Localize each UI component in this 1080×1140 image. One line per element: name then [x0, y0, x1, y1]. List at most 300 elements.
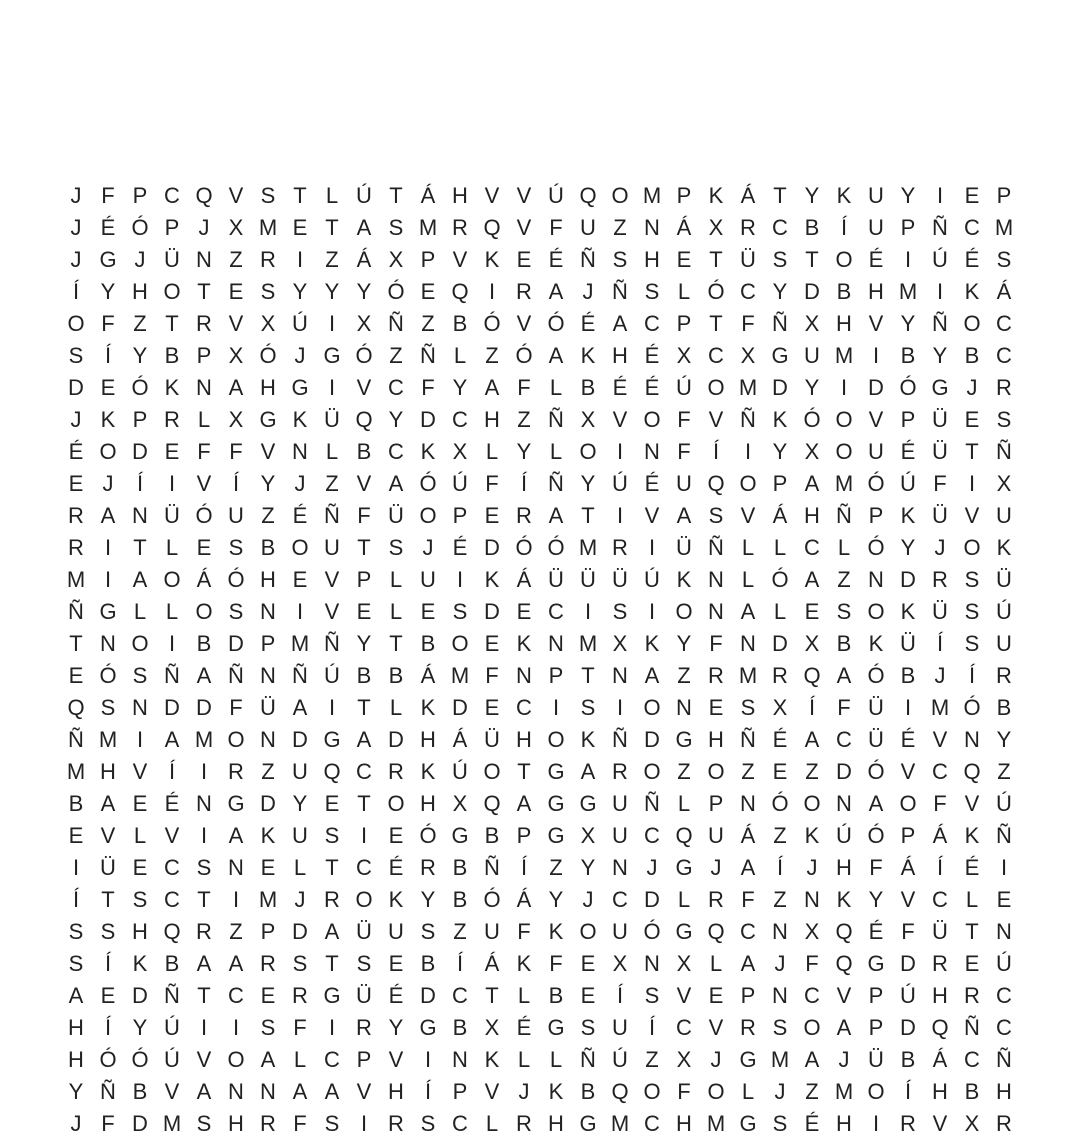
letter-cell[interactable]: D [868, 375, 884, 400]
letter-cell[interactable]: E [68, 471, 84, 496]
letter-cell[interactable]: R [260, 951, 276, 976]
letter-cell[interactable]: Y [516, 439, 532, 464]
letter-cell[interactable]: I [456, 567, 464, 592]
letter-cell[interactable]: Ú [164, 1047, 180, 1072]
letter-cell[interactable]: D [420, 983, 436, 1008]
letter-cell[interactable]: G [579, 1111, 597, 1136]
letter-cell[interactable]: K [516, 951, 532, 976]
letter-cell[interactable]: Q [323, 759, 341, 784]
letter-cell[interactable]: K [388, 887, 404, 912]
letter-cell[interactable]: I [296, 599, 304, 624]
letter-cell[interactable]: E [68, 663, 84, 688]
letter-cell[interactable]: Ú [612, 1047, 628, 1072]
letter-cell[interactable]: Ú [452, 471, 468, 496]
letter-cell[interactable]: O [611, 183, 629, 208]
letter-cell[interactable]: V [708, 407, 724, 432]
letter-cell[interactable]: N [516, 663, 532, 688]
letter-cell[interactable]: Ü [164, 247, 180, 272]
letter-cell[interactable]: R [516, 503, 532, 528]
letter-cell[interactable]: J [806, 855, 818, 880]
letter-cell[interactable]: K [420, 759, 436, 784]
letter-cell[interactable]: Ó [899, 375, 917, 400]
letter-cell[interactable]: F [741, 887, 755, 912]
letter-cell[interactable]: Ü [100, 855, 116, 880]
letter-cell[interactable]: A [356, 215, 372, 240]
letter-cell[interactable]: S [324, 823, 340, 848]
letter-cell[interactable]: T [69, 631, 83, 656]
letter-cell[interactable]: Ü [740, 247, 756, 272]
letter-cell[interactable]: Z [133, 311, 147, 336]
letter-cell[interactable]: E [260, 855, 276, 880]
letter-cell[interactable]: H [100, 759, 116, 784]
letter-cell[interactable]: N [644, 215, 660, 240]
letter-cell[interactable]: X [804, 311, 820, 336]
letter-cell[interactable]: F [805, 951, 819, 976]
letter-cell[interactable]: S [196, 855, 212, 880]
letter-cell[interactable]: Y [932, 343, 948, 368]
letter-cell[interactable]: M [162, 1111, 182, 1136]
letter-cell[interactable]: Y [388, 1015, 404, 1040]
letter-cell[interactable]: Y [772, 439, 788, 464]
letter-cell[interactable]: N [676, 695, 692, 720]
letter-cell[interactable]: B [580, 375, 596, 400]
letter-cell[interactable]: M [930, 695, 950, 720]
letter-cell[interactable]: N [196, 247, 212, 272]
letter-cell[interactable]: R [772, 663, 788, 688]
letter-cell[interactable]: A [804, 727, 820, 752]
letter-cell[interactable]: Á [900, 855, 916, 880]
letter-cell[interactable]: S [100, 695, 116, 720]
letter-cell[interactable]: S [964, 631, 980, 656]
letter-cell[interactable]: É [804, 1111, 820, 1136]
letter-cell[interactable]: Ü [932, 919, 948, 944]
letter-cell[interactable]: F [869, 855, 883, 880]
letter-cell[interactable]: B [964, 1079, 980, 1104]
letter-cell[interactable]: I [552, 695, 560, 720]
letter-cell[interactable]: K [836, 183, 852, 208]
letter-cell[interactable]: X [228, 215, 244, 240]
letter-cell[interactable]: O [163, 567, 181, 592]
letter-cell[interactable]: É [900, 439, 916, 464]
letter-cell[interactable]: H [68, 1047, 84, 1072]
letter-cell[interactable]: O [387, 791, 405, 816]
letter-cell[interactable]: H [836, 311, 852, 336]
letter-cell[interactable]: Ó [867, 663, 885, 688]
letter-cell[interactable]: A [100, 503, 116, 528]
letter-cell[interactable]: E [708, 695, 724, 720]
letter-cell[interactable]: F [485, 663, 499, 688]
letter-cell[interactable]: T [101, 887, 115, 912]
letter-cell[interactable]: O [579, 919, 597, 944]
letter-cell[interactable]: X [676, 343, 692, 368]
letter-cell[interactable]: Ó [547, 311, 565, 336]
letter-cell[interactable]: F [933, 471, 947, 496]
letter-cell[interactable]: I [648, 599, 656, 624]
letter-cell[interactable]: O [867, 599, 885, 624]
letter-cell[interactable]: H [68, 1015, 84, 1040]
letter-cell[interactable]: Ñ [932, 311, 948, 336]
letter-cell[interactable]: S [132, 663, 148, 688]
letter-cell[interactable]: Ó [867, 535, 885, 560]
letter-cell[interactable]: Ü [260, 695, 276, 720]
letter-cell[interactable]: U [676, 471, 692, 496]
letter-cell[interactable]: O [195, 599, 213, 624]
letter-cell[interactable]: T [485, 983, 499, 1008]
letter-cell[interactable]: R [420, 855, 436, 880]
letter-cell[interactable]: P [548, 663, 564, 688]
letter-cell[interactable]: E [100, 983, 116, 1008]
letter-cell[interactable]: Z [261, 503, 275, 528]
letter-cell[interactable]: V [484, 183, 500, 208]
letter-cell[interactable]: I [872, 1111, 880, 1136]
letter-cell[interactable]: S [964, 567, 980, 592]
letter-cell[interactable]: Ü [900, 631, 916, 656]
letter-cell[interactable]: Ñ [324, 631, 340, 656]
letter-cell[interactable]: K [644, 631, 660, 656]
letter-cell[interactable]: Ü [868, 727, 884, 752]
letter-cell[interactable]: K [260, 823, 276, 848]
letter-cell[interactable]: R [996, 663, 1012, 688]
letter-cell[interactable]: Í [808, 695, 816, 720]
letter-cell[interactable]: Z [773, 887, 787, 912]
letter-cell[interactable]: Ñ [420, 343, 436, 368]
letter-cell[interactable]: L [677, 887, 691, 912]
letter-cell[interactable]: Í [840, 215, 848, 240]
letter-cell[interactable]: V [932, 1111, 948, 1136]
letter-cell[interactable]: É [644, 343, 660, 368]
letter-cell[interactable]: I [744, 439, 752, 464]
letter-cell[interactable]: D [132, 1111, 148, 1136]
letter-cell[interactable]: S [260, 183, 276, 208]
letter-cell[interactable]: Á [740, 823, 756, 848]
letter-cell[interactable]: Ú [452, 759, 468, 784]
letter-cell[interactable]: J [774, 951, 786, 976]
letter-cell[interactable]: Í [104, 951, 112, 976]
letter-cell[interactable]: B [548, 983, 564, 1008]
letter-cell[interactable]: I [904, 695, 912, 720]
letter-cell[interactable]: Z [613, 215, 627, 240]
letter-cell[interactable]: A [484, 375, 500, 400]
letter-cell[interactable]: B [132, 1079, 148, 1104]
letter-cell[interactable]: P [420, 247, 436, 272]
letter-cell[interactable]: O [739, 471, 757, 496]
letter-cell[interactable]: Ñ [164, 663, 180, 688]
letter-cell[interactable]: B [164, 951, 180, 976]
letter-cell[interactable]: Á [452, 727, 468, 752]
letter-cell[interactable]: R [740, 1015, 756, 1040]
letter-cell[interactable]: Ú [996, 791, 1012, 816]
letter-cell[interactable]: Ñ [612, 727, 628, 752]
letter-cell[interactable]: F [229, 695, 243, 720]
letter-cell[interactable]: A [100, 791, 116, 816]
letter-cell[interactable]: G [675, 855, 693, 880]
letter-cell[interactable]: É [452, 535, 468, 560]
letter-cell[interactable]: O [707, 375, 725, 400]
letter-cell[interactable]: Í [456, 951, 464, 976]
letter-cell[interactable]: I [328, 311, 336, 336]
letter-cell[interactable]: S [580, 1015, 596, 1040]
letter-cell[interactable]: M [578, 535, 598, 560]
letter-cell[interactable]: Y [388, 407, 404, 432]
letter-cell[interactable]: C [228, 983, 244, 1008]
letter-cell[interactable]: A [356, 727, 372, 752]
letter-cell[interactable]: G [259, 407, 277, 432]
letter-cell[interactable]: Ó [387, 279, 405, 304]
letter-cell[interactable]: Z [805, 759, 819, 784]
letter-cell[interactable]: N [644, 951, 660, 976]
letter-cell[interactable]: G [451, 823, 469, 848]
letter-cell[interactable]: C [932, 887, 948, 912]
letter-cell[interactable]: Ñ [932, 215, 948, 240]
letter-cell[interactable]: O [131, 631, 149, 656]
letter-cell[interactable]: Ñ [388, 311, 404, 336]
letter-cell[interactable]: O [803, 791, 821, 816]
letter-cell[interactable]: Á [516, 887, 532, 912]
letter-cell[interactable]: T [325, 951, 339, 976]
letter-cell[interactable]: L [389, 567, 403, 592]
letter-cell[interactable]: P [196, 343, 212, 368]
letter-cell[interactable]: N [772, 983, 788, 1008]
letter-cell[interactable]: J [710, 1047, 722, 1072]
letter-cell[interactable]: C [772, 215, 788, 240]
letter-cell[interactable]: D [900, 951, 916, 976]
letter-cell[interactable]: S [420, 919, 436, 944]
letter-cell[interactable]: C [644, 311, 660, 336]
letter-cell[interactable]: K [132, 951, 148, 976]
letter-cell[interactable]: Q [963, 759, 981, 784]
letter-cell[interactable]: V [228, 183, 244, 208]
letter-cell[interactable]: L [389, 695, 403, 720]
letter-cell[interactable]: U [612, 919, 628, 944]
letter-cell[interactable]: A [324, 1079, 340, 1104]
letter-cell[interactable]: Ñ [708, 535, 724, 560]
letter-cell[interactable]: Á [516, 567, 532, 592]
letter-cell[interactable]: A [196, 951, 212, 976]
letter-cell[interactable]: Á [356, 247, 372, 272]
letter-cell[interactable]: S [964, 599, 980, 624]
letter-cell[interactable]: Í [648, 1015, 656, 1040]
letter-cell[interactable]: T [709, 311, 723, 336]
letter-cell[interactable]: B [452, 855, 468, 880]
letter-cell[interactable]: I [200, 759, 208, 784]
letter-cell[interactable]: M [738, 663, 758, 688]
letter-cell[interactable]: H [452, 183, 468, 208]
letter-cell[interactable]: H [868, 279, 884, 304]
letter-cell[interactable]: Z [389, 343, 403, 368]
letter-cell[interactable]: X [228, 343, 244, 368]
letter-cell[interactable]: L [293, 1047, 307, 1072]
letter-cell[interactable]: H [260, 375, 276, 400]
letter-cell[interactable]: L [549, 375, 563, 400]
letter-cell[interactable]: G [99, 599, 117, 624]
letter-cell[interactable]: X [804, 919, 820, 944]
letter-cell[interactable]: N [740, 791, 756, 816]
letter-cell[interactable]: I [968, 471, 976, 496]
letter-cell[interactable]: X [612, 951, 628, 976]
letter-cell[interactable]: K [580, 343, 596, 368]
letter-cell[interactable]: E [996, 887, 1012, 912]
letter-cell[interactable]: A [676, 503, 692, 528]
letter-cell[interactable]: Z [645, 1047, 659, 1072]
letter-cell[interactable]: O [803, 1015, 821, 1040]
letter-cell[interactable]: J [70, 183, 82, 208]
letter-cell[interactable]: E [484, 631, 500, 656]
letter-cell[interactable]: S [836, 599, 852, 624]
letter-cell[interactable]: Ó [547, 535, 565, 560]
letter-cell[interactable]: A [804, 471, 820, 496]
letter-cell[interactable]: Ó [99, 1047, 117, 1072]
letter-cell[interactable]: T [357, 695, 371, 720]
letter-cell[interactable]: Y [292, 791, 308, 816]
letter-cell[interactable]: K [996, 535, 1012, 560]
letter-cell[interactable]: D [68, 375, 84, 400]
letter-cell[interactable]: C [164, 887, 180, 912]
letter-cell[interactable]: N [260, 599, 276, 624]
letter-cell[interactable]: S [996, 407, 1012, 432]
letter-cell[interactable]: I [232, 887, 240, 912]
letter-cell[interactable]: O [707, 759, 725, 784]
letter-cell[interactable]: O [963, 535, 981, 560]
letter-cell[interactable]: X [452, 439, 468, 464]
letter-cell[interactable]: F [293, 1111, 307, 1136]
letter-cell[interactable]: U [292, 759, 308, 784]
letter-cell[interactable]: V [356, 471, 372, 496]
letter-cell[interactable]: Y [132, 343, 148, 368]
letter-cell[interactable]: Á [196, 567, 212, 592]
letter-cell[interactable]: P [132, 407, 148, 432]
letter-cell[interactable]: A [260, 1047, 276, 1072]
letter-cell[interactable]: M [66, 567, 86, 592]
letter-cell[interactable]: K [708, 183, 724, 208]
letter-cell[interactable]: Ó [803, 407, 821, 432]
letter-cell[interactable]: A [228, 823, 244, 848]
letter-cell[interactable]: G [579, 791, 597, 816]
letter-cell[interactable]: K [164, 375, 180, 400]
letter-cell[interactable]: É [164, 791, 180, 816]
letter-cell[interactable]: K [420, 439, 436, 464]
letter-cell[interactable]: Á [676, 215, 692, 240]
letter-cell[interactable]: É [580, 311, 596, 336]
letter-cell[interactable]: C [548, 599, 564, 624]
letter-cell[interactable]: Y [420, 887, 436, 912]
letter-cell[interactable]: U [228, 503, 244, 528]
letter-cell[interactable]: I [104, 535, 112, 560]
letter-cell[interactable]: Y [356, 631, 372, 656]
letter-cell[interactable]: É [68, 439, 84, 464]
letter-cell[interactable]: A [388, 471, 404, 496]
letter-cell[interactable]: B [996, 695, 1012, 720]
letter-cell[interactable]: G [419, 1015, 437, 1040]
letter-cell[interactable]: S [68, 951, 84, 976]
letter-cell[interactable]: L [197, 407, 211, 432]
letter-cell[interactable]: H [932, 983, 948, 1008]
letter-cell[interactable]: F [741, 311, 755, 336]
letter-cell[interactable]: N [260, 1079, 276, 1104]
letter-cell[interactable]: Ü [356, 919, 372, 944]
letter-cell[interactable]: U [868, 439, 884, 464]
letter-cell[interactable]: E [68, 823, 84, 848]
letter-cell[interactable]: C [388, 439, 404, 464]
letter-cell[interactable]: Ü [932, 407, 948, 432]
letter-cell[interactable]: K [484, 247, 500, 272]
letter-cell[interactable]: R [68, 503, 84, 528]
letter-cell[interactable]: E [676, 247, 692, 272]
letter-cell[interactable]: Í [520, 471, 528, 496]
letter-cell[interactable]: F [901, 919, 915, 944]
letter-cell[interactable]: K [964, 823, 980, 848]
letter-cell[interactable]: U [868, 215, 884, 240]
letter-cell[interactable]: A [228, 951, 244, 976]
letter-cell[interactable]: Y [356, 279, 372, 304]
letter-cell[interactable]: L [517, 983, 531, 1008]
letter-cell[interactable]: K [516, 631, 532, 656]
letter-cell[interactable]: G [675, 919, 693, 944]
letter-cell[interactable]: S [228, 535, 244, 560]
letter-cell[interactable]: A [324, 919, 340, 944]
letter-cell[interactable]: Ó [643, 919, 661, 944]
letter-cell[interactable]: D [772, 631, 788, 656]
letter-cell[interactable]: S [772, 1015, 788, 1040]
letter-cell[interactable]: R [324, 887, 340, 912]
letter-cell[interactable]: J [774, 1079, 786, 1104]
letter-cell[interactable]: Ú [164, 1015, 180, 1040]
letter-cell[interactable]: V [836, 983, 852, 1008]
letter-cell[interactable]: U [292, 823, 308, 848]
letter-cell[interactable]: X [996, 471, 1012, 496]
letter-cell[interactable]: K [964, 279, 980, 304]
letter-cell[interactable]: Ü [484, 727, 500, 752]
letter-cell[interactable]: F [517, 375, 531, 400]
letter-cell[interactable]: I [872, 343, 880, 368]
letter-cell[interactable]: P [676, 183, 692, 208]
letter-cell[interactable]: C [804, 535, 820, 560]
letter-cell[interactable]: Ó [195, 503, 213, 528]
letter-cell[interactable]: Ú [324, 663, 340, 688]
letter-cell[interactable]: P [868, 1015, 884, 1040]
letter-cell[interactable]: Y [772, 279, 788, 304]
letter-cell[interactable]: J [294, 471, 306, 496]
letter-cell[interactable]: Í [712, 439, 720, 464]
letter-cell[interactable]: R [260, 1111, 276, 1136]
letter-cell[interactable]: H [932, 1079, 948, 1104]
letter-cell[interactable]: Y [68, 1079, 84, 1104]
letter-cell[interactable]: A [804, 1047, 820, 1072]
letter-cell[interactable]: Ñ [580, 247, 596, 272]
letter-cell[interactable]: U [612, 1015, 628, 1040]
letter-cell[interactable]: Í [72, 887, 80, 912]
letter-cell[interactable]: L [773, 599, 787, 624]
letter-cell[interactable]: S [996, 247, 1012, 272]
letter-cell[interactable]: O [707, 1079, 725, 1104]
letter-cell[interactable]: B [900, 343, 916, 368]
letter-cell[interactable]: V [452, 247, 468, 272]
letter-cell[interactable]: Ñ [644, 791, 660, 816]
letter-cell[interactable]: V [388, 1047, 404, 1072]
letter-cell[interactable]: R [516, 1111, 532, 1136]
letter-cell[interactable]: Í [936, 855, 944, 880]
letter-cell[interactable]: Y [292, 279, 308, 304]
letter-cell[interactable]: É [964, 855, 980, 880]
letter-cell[interactable]: G [547, 759, 565, 784]
letter-cell[interactable]: Ó [963, 695, 981, 720]
letter-cell[interactable]: P [868, 503, 884, 528]
letter-cell[interactable]: V [484, 1079, 500, 1104]
letter-cell[interactable]: U [580, 215, 596, 240]
letter-cell[interactable]: Í [904, 1079, 912, 1104]
letter-cell[interactable]: Á [996, 279, 1012, 304]
letter-cell[interactable]: N [132, 503, 148, 528]
letter-cell[interactable]: F [421, 375, 435, 400]
